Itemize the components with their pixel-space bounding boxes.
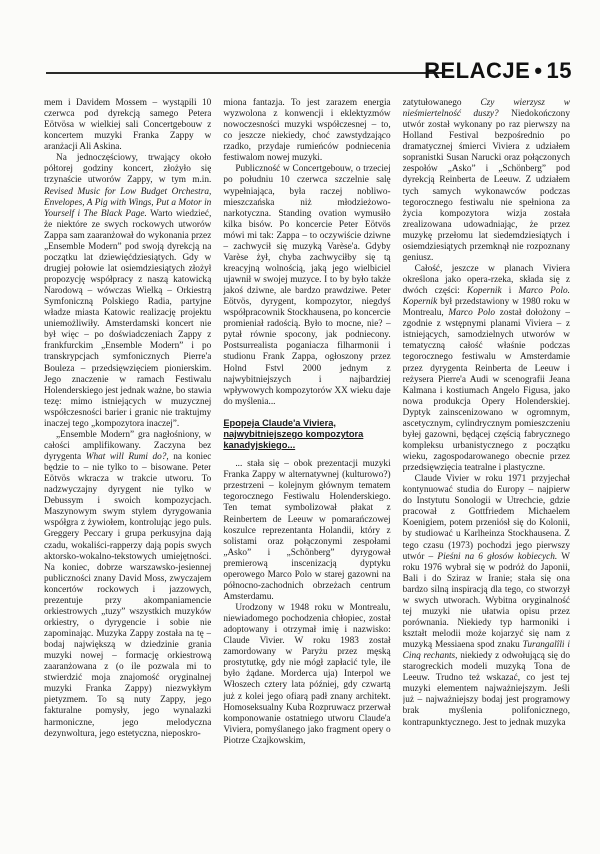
text-run: Niedokończony utwór został wykonany po raz pierwszy na Holland Festival bezpośrednio po dramatycznej śmierci Viviera z udziałem sopranistki Susan Narucki oraz połączonych zespołów „Asko” i „Schönberg” pod dyrekcją Reinberta de Leeuw. Z udziałem tych samych wykonawców podczas tegorocznego festiwalu nie spełniona za życia kompozytora wizja została zrealizowana udowadniając, że przez muzykę przełomu lat siedemdziesiątych i osiemdziesiątych przemknął nie rozpoznany geniusz. <box>402 109 570 263</box>
paragraph: Publiczność w Concertgebouw, o trzeciej po południu 10 czerwca szczelnie salę wypełniająca, była raczej nobliwo-mieszczańska niż młodzieżowo-narkotyczna. Standing ovation wymusiło kilka bisów. Po koncercie Peter Eötvös mówi mi tak: Zappa – to oczywiście dziwne – zachwycił się muzyką Varèse'a. Gdyby Varèse żył, chyba zachwyciłby się tą kreacyjną wolnością, jaką jego wielbiciel ujawnił w swojej muzyce. I to by było także jakoś dziwne, ale bardzo prawdziwe. Peter Eötvös, dyrygent, kompozytor, niegdyś współpracownik Stockhausena, po koncercie promieniał radością. Było to mocne, nie? – pytał równie spocony, jak podniecony. Postsurrealista poganiacza filharmonii i studionu Frank Zappa, ogłoszony przez Holnd Fstvl 2000 jednym z najwybitniejszych i najbardziej wpływowych kompozytorów XX wieku daje do myślenia... <box>223 164 391 407</box>
paragraph: mem i Davidem Mossem – wystąpili 10 czerwca pod dyrekcją samego Petera Eötvösa w wielkiej sali Concertgebouw z koncertem muzyki Franka Zappy w aranżacji Ali Askina. <box>44 98 212 153</box>
section-name: RELACJE <box>424 58 531 83</box>
text-run: i <box>501 286 519 297</box>
text-run: W roku 1976 wybrał się w podróż do Japonii, Bali i do Sziraz w Iranie; stała się ona bardzo silną inspiracją dla tego, co stworzył w swych utworach. Wybitna oryginalność tej muzyki nie ułatwia opisu przez porównania. Niekiedy typ harmoniki i kształt melodii może kojarzyć się nam z muzyką Messiaena spod znaku <box>402 551 570 651</box>
text-run: Claude Vivier w roku 1971 przyjechał kontynuować studia do Europy – najpierw do Instytutu Sonologii w Utrechcie, gdzie pracował z Gottfriedem Michaelem Koenigiem, potem przeniósł się do Kolonii, by studiować u Karlheinza Stockhausena. Z tego czasu (1973) pochodzi jego pierwszy utwór – <box>402 474 570 562</box>
paragraph <box>44 430 211 740</box>
paragraph: miona fantazja. To jest zarazem energia wyzwolona z konwencji i eklektyzmów nowoczesności muzyki współczesnej – to, co jeszcze niekiedy, choć zawstydzająco rzadko, przydaje rumieńców podniecenia festiwalom nowej muzyki. <box>223 98 391 164</box>
paragraph <box>403 98 570 264</box>
section-title <box>424 58 572 84</box>
paragraph: Urodzony w 1948 roku w Montrealu, niewiadomego pochodzenia chłopiec, został adoptowany i otrzymał imię i nazwisko: Claude Vivier. W roku 1983 został zamordowany w Paryżu przez męską prostytutkę, gdy nie mógł zapłacić tyle, ile było żądane. Morderca uja) Interpol we Włoszech cztery lata później, gdy czwartą już z kolei jego ofiarą padł znany architekt. Homoseksualny Kuba Rozpruwacz przerwał komponowanie ostatniego utworu Claude'a Viviera, pomyślanego jako fragment opery o Piotrze Czajkowskim, <box>223 603 391 746</box>
text-run: zatytułowanego <box>402 98 481 108</box>
work-title: Marco Polo. Kopernik <box>402 286 570 308</box>
work-title: Kopernik <box>467 286 502 297</box>
work-title: Pieśni na 6 głosów kobiecych. <box>437 551 558 562</box>
work-title: What will Rumi do? <box>85 452 167 462</box>
text-run: niekiedy z odwołującą się do starogreckich modeli muzyką Tona de Leeuw. Trudno też wskazać, co jest tej muzyki elementem najważniejszym. Jeśli już – najważniejszy bodaj jest programowy brak myślenia polifonicznego, kontrapunktycznego. Jest to jednak muzyka <box>402 651 570 728</box>
paragraph <box>44 153 211 430</box>
article-body <box>44 98 570 838</box>
section-separator: • <box>534 58 543 83</box>
column-3 <box>403 98 570 838</box>
section-heading: Epopeja Claude'a Viviera, najwybitniejszego kompozytora kanadyjskiego... <box>223 417 364 451</box>
header-rule <box>46 72 444 74</box>
text-run: , na koniec będzie to – nie tylko to – bisowane. Peter Eötvös wkracza w trakcie utworu. To nadzwyczajny dyrygent nie tylko w Debussym i swoich kompozycjach. Maszynowym swym stylem dyrygowania współgra z żywiołem, kontrolując jego puls. Greggery Peccary i grupa perkusyjna dają czadu, wokaliści-rapperzy dają popis swych aktorsko-wokalno-tekstowych umiejętności. Na koniec, dobrze warszawsko-jesiennej publiczności znany David Moss, zwyczajem koncertów rockowych i jazzowych, prezentuje przy akompaniamencie orkiestrowych „tuzy” wszystkich muzyków orkiestry, o dyrygencie i sobie nie zapominając. Muzyka Zappy została na tę – bodaj największą w dziedzinie grania muzyki nowej – formację orkiestrową zaaranżowana z (o ile pozwala mi to stwierdzić moja znajomość oryginalnej muzyki Franka Zappy) niezwykłym pietyzmem. To są nuty Zappy, jego fakturalne pomysły, jego wynalazki harmoniczne, jego melodyczna dezynwoltura, jego estetyczna, nieposkro- <box>44 452 212 739</box>
text-run: „Ensemble Modern” gra nagłośniony, w całości amplifikowany. Zaczyna bez dyrygenta <box>44 429 212 462</box>
work-titles: Revised Music for Low Budget Orchestra, Envelopes, A Pig with Wings, Put a Motor in Yourself i The Black Page. <box>44 186 212 219</box>
page-number: 15 <box>546 58 572 83</box>
work-title: Czy wierzysz w nieśmiertelność duszy? <box>402 98 570 120</box>
text-run: Całość, jeszcze w planach Viviera określona jako opera-rzeka, składa się z dwóch części: <box>402 263 570 297</box>
paragraph <box>403 264 570 474</box>
text-run: był przedstawiony w 1980 roku w Montrealu, <box>402 297 570 319</box>
page-header <box>0 0 600 100</box>
text-run: Na jednoczęściowy, trwający około półtorej godziny koncert, złożyło się trzynaście utworów Zappy, w tym m.in. <box>44 153 212 186</box>
text-run: Warto wiedzieć, że niektóre ze swych rockowych utworów Zappa sam zaaranżował do wykonania przez „Ensemble Modern” pod swoją dyrekcją na początku lat dziewięćdziesiątych. Gdy w drugiej połowie lat osiemdziesiątych złożył propozycję współpracy z naszą katowicką Narodową – wówczas Wielką – Orkiestrą Symfoniczną Polskiego Radia, partyjne władze miasta Katowic realizację projektu uniemożliwiły. Amsterdamski koncert nie był więc – po doświadczeniach Zappy z frankfurckim „Ensemble Modern” i po transkrypcjach symfonicznych Pierre'a Bouleza – przedsięwzięciem pionierskim. Jego znaczenie w ramach Festiwalu Holenderskiego jest jednak ważne, bo stawia tezę: mimo istniejących w muzycznej współczesności barier i granic nie traktujmy inaczej tego „kompozytora inaczej”. <box>44 208 212 429</box>
paragraph: ... stała się – obok prezentacji muzyki Franka Zappy w alternatywnej (kulturowo?) przestrzeni – kolejnym głównym tematem tegorocznego Festiwalu Holenderskiego. Ten temat symbolizował płakat z Reinbertem de Leeuw w pomarańczowej koszulce reprezentanta Holandii, który z solistami oraz połączonymi zespołami „Asko” i „Schönberg” dyrygował premierową inscenizacją dyptyku operowego Marco Polo w starej gazowni na północno-zachodnich obrzeżach centrum Amsterdamu. <box>223 459 391 602</box>
column-2 <box>223 98 390 838</box>
paragraph <box>403 474 570 728</box>
work-titles: Turangalîli i Cinq rechants, <box>402 640 570 662</box>
column-1 <box>44 98 211 838</box>
text-run: został dołożony – zgodnie z wstępnymi planami Viviera – z istniejących, samodzielnych utworów w tematyczną całość właśnie podczas tegorocznego festiwalu w Amsterdamie przez dyrygenta Reinberta de Leeuw i reżysera Pierre'a Audi w scenografii Jeana Kalmana i kostiumach Angelo Figusa, jako nowa produkcja Opery Holenderskiej. Dyptyk zainscenizowano w ogromnym, ascetycznym, cylindrycznym pomieszczeniu byłej gazowni, będącej częścią fabrycznego kompleksu urbanistycznego z początku wieku, zagospodarowanego obecnie przez przedsięwzięcia teatralne i plastyczne. <box>402 308 570 474</box>
work-title: Marco Polo <box>448 308 496 319</box>
